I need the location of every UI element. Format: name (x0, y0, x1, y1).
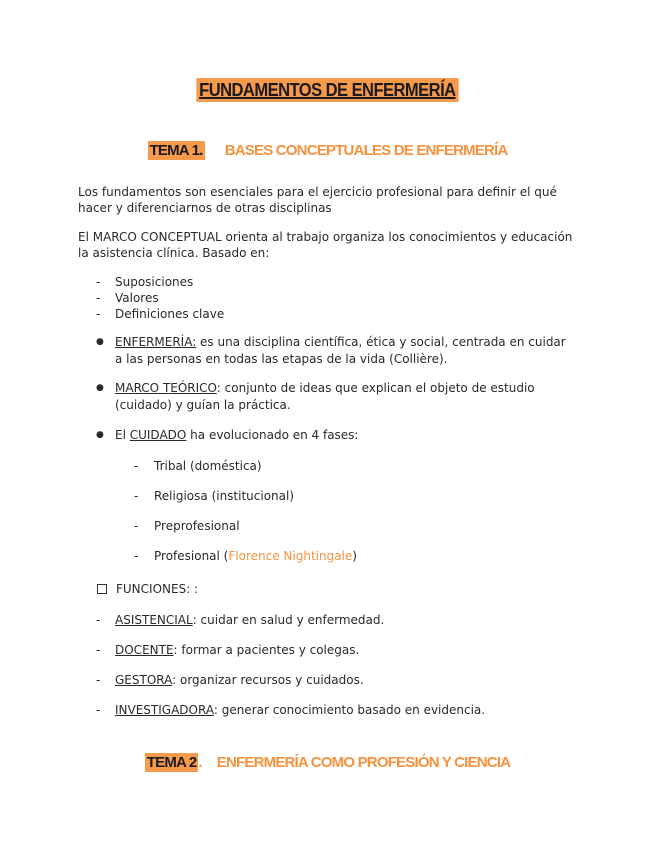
fase-item-profesional: - Profesional (Florence Nightingale) (134, 549, 357, 563)
document-title: FUNDAMENTOS DE ENFERMERÍA (197, 78, 459, 102)
funcion-term: DOCENTE (115, 643, 174, 657)
bullet-marco-teorico (96, 380, 566, 414)
fase-text: Tribal (doméstica) (154, 459, 262, 473)
tema-1-label: TEMA 1. (149, 142, 203, 159)
checkbox-icon (97, 584, 107, 594)
cuidado-prefix: El (115, 428, 130, 442)
basado-en-list (96, 274, 224, 322)
fase-profesional-close: ) (352, 549, 357, 563)
fase-text: Religiosa (institucional) (154, 489, 295, 503)
fase-profesional-label: Profesional ( (154, 549, 229, 563)
list-item: - Definiciones clave (96, 306, 224, 322)
florence-nightingale-highlight: Florence Nightingale (228, 549, 353, 563)
funcion-term: ASISTENCIAL (115, 613, 193, 627)
funcion-text: : organizar recursos y cuidados. (172, 673, 364, 687)
list-item: - Valores (96, 290, 224, 306)
definition-cuidado: ha evolucionado en 4 fases: (186, 428, 359, 442)
tema-2-separator: . (198, 754, 203, 771)
funcion-text: : formar a pacientes y colegas. (173, 643, 360, 657)
term-cuidado: CUIDADO (129, 428, 187, 442)
definition-enfermeria: es una disciplina científica, ética y social, centrada en cuidar a las personas en todas las etapas de la vida (Collière). (115, 335, 566, 366)
term-marco-teorico: MARCO TEÓRICO (115, 381, 217, 395)
funciones-heading (97, 581, 198, 597)
fase-text: Preprofesional (154, 519, 240, 533)
funcion-text: : generar conocimiento basado en evidencia. (213, 703, 486, 717)
fase-item: - Religiosa (institucional) (134, 489, 295, 503)
funcion-term: INVESTIGADORA (115, 703, 214, 717)
term-enfermeria: ENFERMERÍA: (115, 335, 197, 349)
fase-item: - Preprofesional (134, 519, 240, 533)
definition-marco-teorico: : conjunto de ideas que explican el objeto de estudio (cuidado) y guían la práctica. (115, 381, 535, 412)
bullet-dot-icon: ● (96, 337, 104, 347)
fase-item: - Tribal (doméstica) (134, 459, 262, 473)
title-container (0, 78, 655, 102)
intro-text: Los fundamentos son esenciales para el ejercicio profesional para definir el qué hacer y diferenciarnos de otras disciplinas (78, 185, 557, 215)
marco-conceptual-text: El MARCO CONCEPTUAL orienta al trabajo organiza los conocimientos y educación la asistencia clínica. Basado en: (78, 230, 573, 260)
tema-2-label: TEMA 2 (146, 754, 197, 771)
funcion-item: - INVESTIGADORA: generar conocimiento basado en evidencia. (96, 703, 486, 717)
funcion-text: : cuidar en salud y enfermedad. (192, 613, 385, 627)
bullet-dot-icon: ● (96, 383, 104, 393)
funcion-item: - GESTORA: organizar recursos y cuidados. (96, 673, 364, 687)
section-heading-tema-1 (0, 140, 655, 160)
bullet-cuidado (96, 427, 566, 444)
funciones-label: FUNCIONES: : (116, 582, 199, 596)
list-item: - Suposiciones (96, 274, 224, 290)
funcion-item: - ASISTENCIAL: cuidar en salud y enfermedad. (96, 613, 385, 627)
funcion-term: GESTORA (115, 673, 173, 687)
section-heading-tema-2 (0, 752, 655, 772)
funcion-item: - DOCENTE: formar a pacientes y colegas. (96, 643, 360, 657)
bullet-dot-icon: ● (96, 430, 104, 440)
intro-paragraph (78, 184, 578, 216)
marco-conceptual-paragraph (78, 229, 578, 261)
tema-2-title: ENFERMERÍA COMO PROFESIÓN Y CIENCIA (216, 754, 511, 771)
tema-1-title: BASES CONCEPTUALES DE ENFERMERÍA (224, 142, 508, 159)
bullet-enfermeria (96, 334, 566, 368)
